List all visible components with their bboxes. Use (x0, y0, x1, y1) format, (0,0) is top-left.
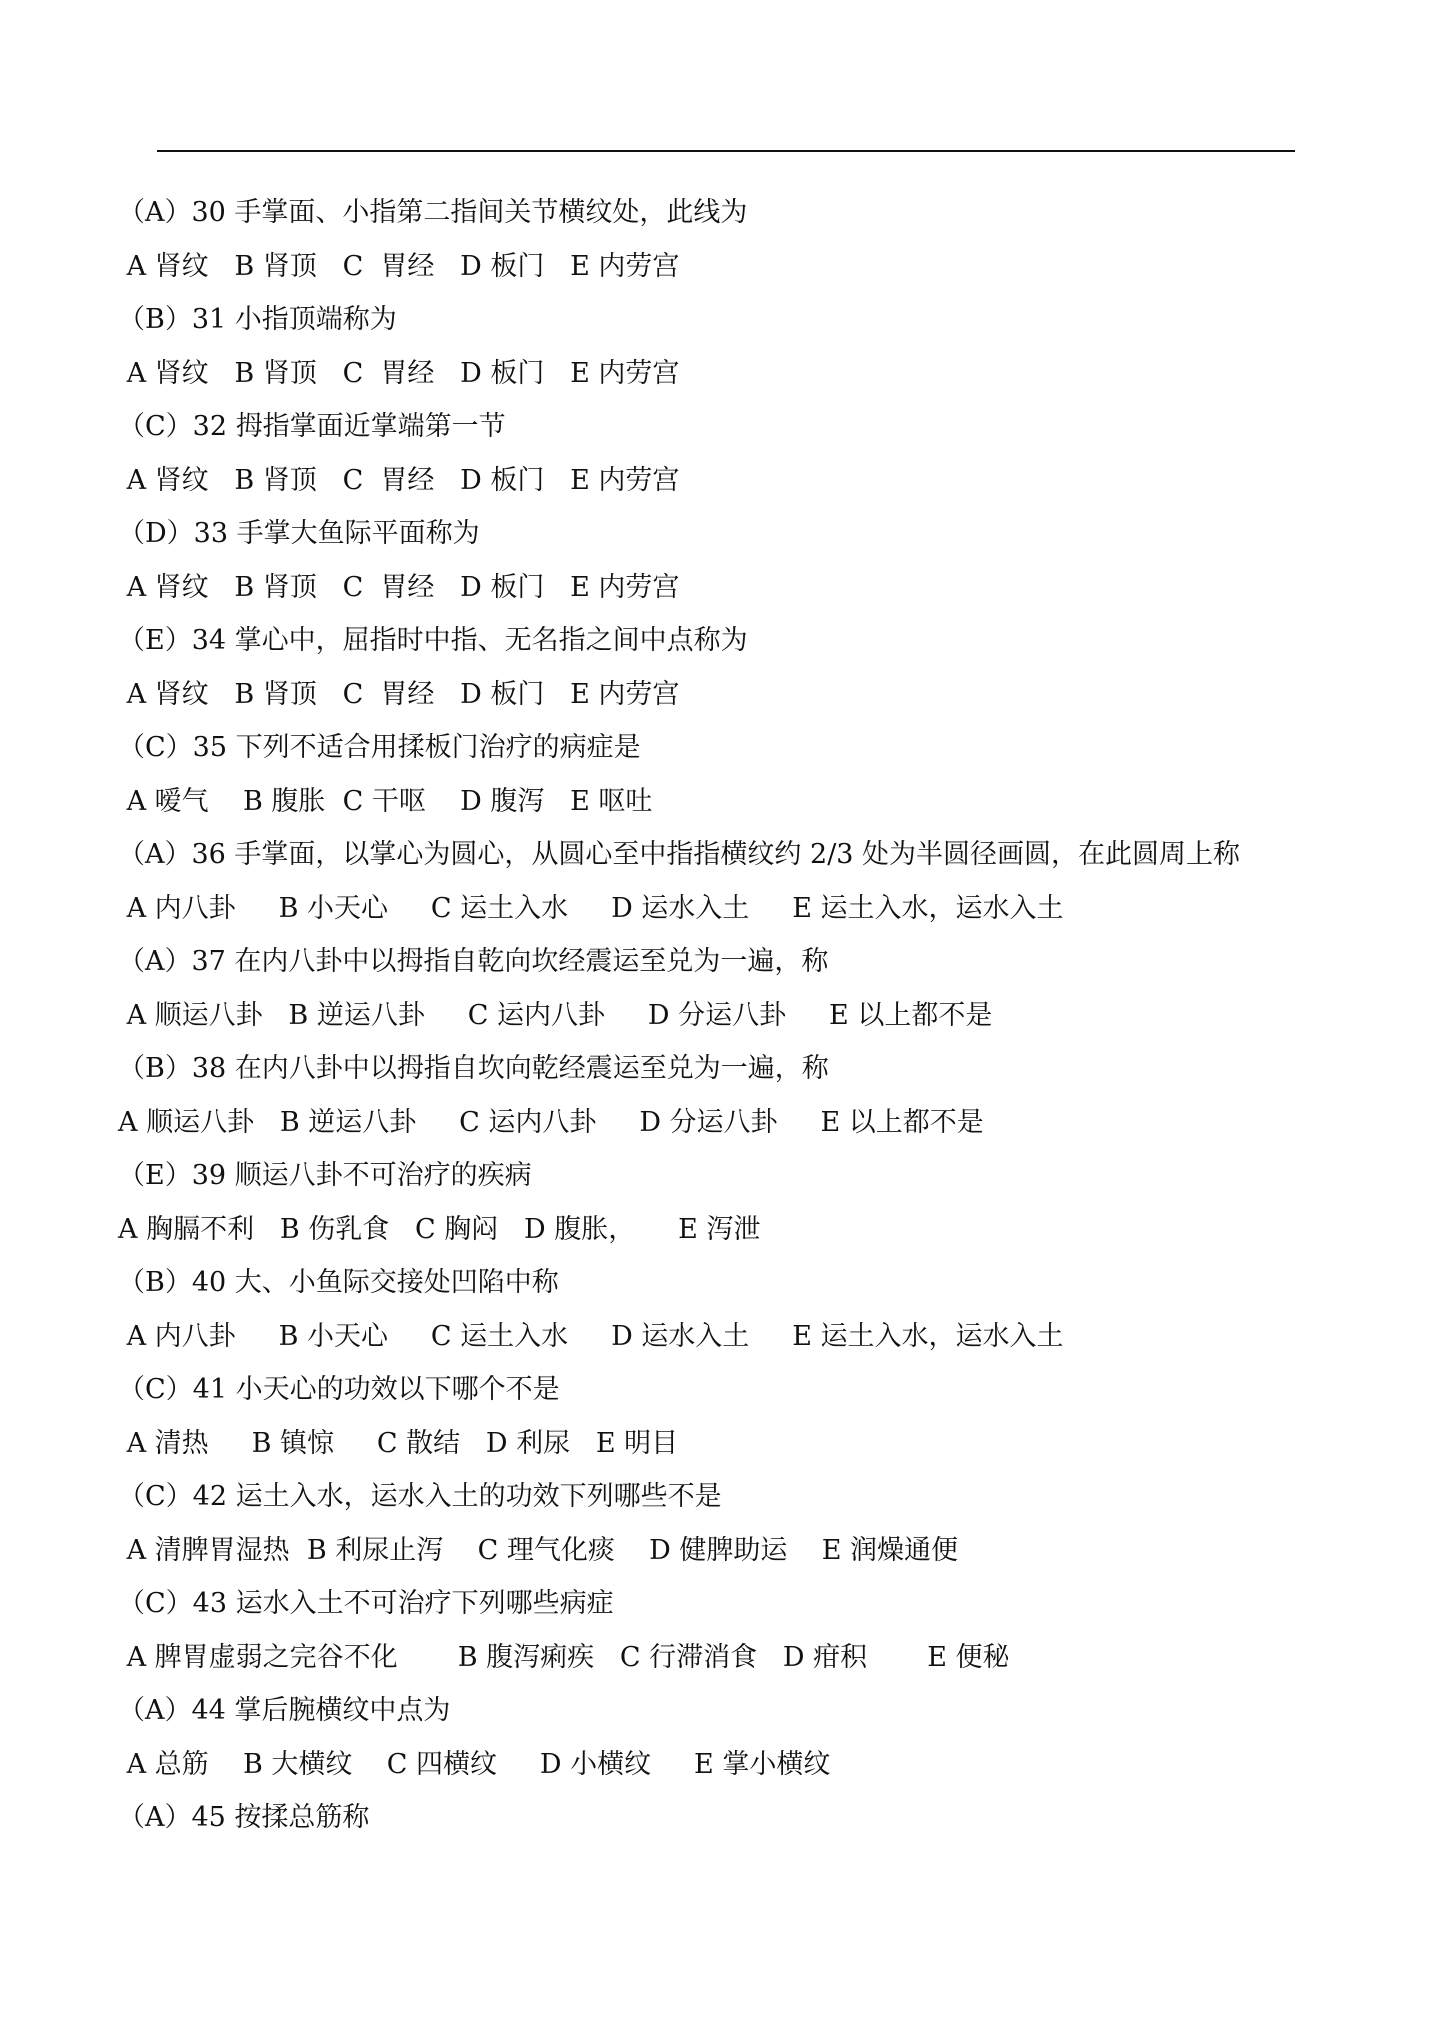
question-options: A 肾纹 B 肾顶 C 胃经 D 板门 E 内劳宫 (118, 678, 680, 710)
question-stem: （A）30 手掌面、小指第二指间关节横纹处，此线为 (118, 197, 748, 228)
question-options: A 顺运八卦 B 逆运八卦 C 运内八卦 D 分运八卦 E 以上都不是 (118, 999, 993, 1031)
question-stem: （E）39 顺运八卦不可治疗的疾病 (118, 1160, 532, 1191)
question-stem: （E）34 掌心中，屈指时中指、无名指之间中点称为 (118, 625, 748, 656)
question-stem: （B）38 在内八卦中以拇指自坎向乾经震运至兑为一遍，称 (118, 1053, 829, 1084)
question-options: A 胸膈不利 B 伤乳食 C 胸闷 D 腹胀， E 泻泄 (118, 1213, 761, 1245)
question-stem: （C）41 小天心的功效以下哪个不是 (118, 1374, 560, 1405)
question-stem: （C）35 下列不适合用揉板门治疗的病症是 (118, 732, 641, 763)
question-stem: （A）36 手掌面，以掌心为圆心，从圆心至中指指横纹约 2/3 处为半圆径画圆，在此圆周上称 (118, 839, 1241, 870)
question-stem: （D）33 手掌大鱼际平面称为 (118, 518, 480, 549)
question-stem: （C）43 运水入土不可治疗下列哪些病症 (118, 1588, 614, 1619)
question-options: A 清脾胃湿热 B 利尿止泻 C 理气化痰 D 健脾助运 E 润燥通便 (118, 1534, 959, 1566)
question-stem: （B）40 大、小鱼际交接处凹陷中称 (118, 1267, 559, 1298)
question-list (118, 186, 1340, 1845)
question-options: A 总筋 B 大横纹 C 四横纹 D 小横纹 E 掌小横纹 (118, 1748, 831, 1780)
question-options: A 肾纹 B 肾顶 C 胃经 D 板门 E 内劳宫 (118, 571, 680, 603)
question-options: A 顺运八卦 B 逆运八卦 C 运内八卦 D 分运八卦 E 以上都不是 (118, 1106, 984, 1138)
question-options: A 嗳气 B 腹胀 C 干呕 D 腹泻 E 呕吐 (118, 785, 653, 817)
question-stem: （A）44 掌后腕横纹中点为 (118, 1695, 451, 1726)
header-rule (157, 150, 1295, 152)
question-stem: （C）42 运土入水，运水入土的功效下列哪些不是 (118, 1481, 722, 1512)
question-stem: （A）45 按揉总筋称 (118, 1802, 370, 1833)
question-options: A 肾纹 B 肾顶 C 胃经 D 板门 E 内劳宫 (118, 357, 680, 389)
question-options: A 清热 B 镇惊 C 散结 D 利尿 E 明目 (118, 1427, 679, 1459)
question-options: A 脾胃虚弱之完谷不化 B 腹泻痢疾 C 行滞消食 D 疳积 E 便秘 (118, 1641, 1010, 1673)
question-stem: （A）37 在内八卦中以拇指自乾向坎经震运至兑为一遍，称 (118, 946, 829, 977)
question-options: A 肾纹 B 肾顶 C 胃经 D 板门 E 内劳宫 (118, 250, 680, 282)
question-options: A 内八卦 B 小天心 C 运土入水 D 运水入土 E 运土入水，运水入土 (118, 1320, 1064, 1352)
question-stem: （B）31 小指顶端称为 (118, 304, 397, 335)
question-options: A 肾纹 B 肾顶 C 胃经 D 板门 E 内劳宫 (118, 464, 680, 496)
question-options: A 内八卦 B 小天心 C 运土入水 D 运水入土 E 运土入水，运水入土 (118, 892, 1064, 924)
question-stem: （C）32 拇指掌面近掌端第一节 (118, 411, 506, 442)
